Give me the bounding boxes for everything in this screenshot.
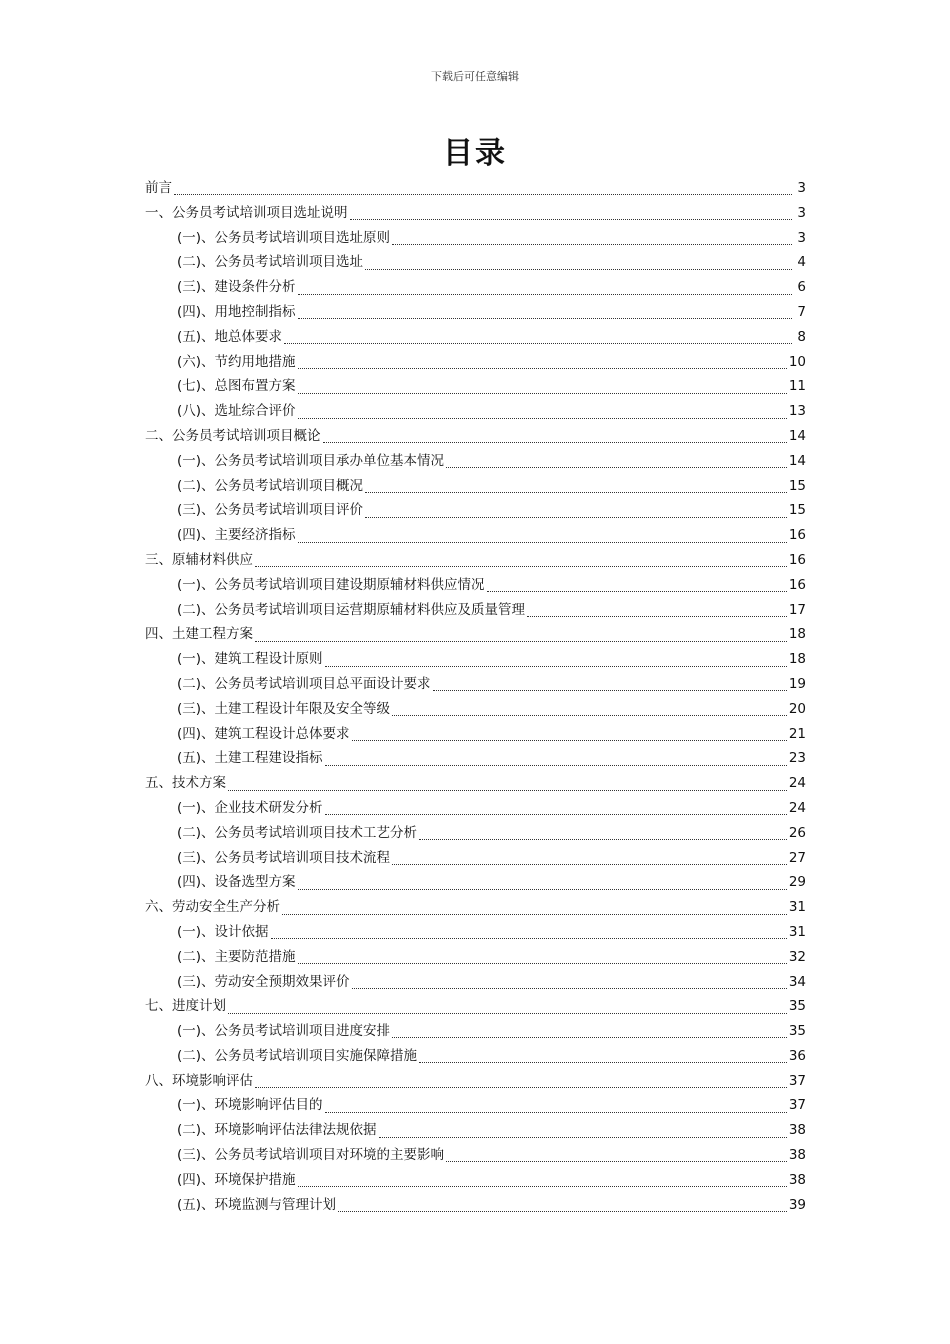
toc-entry-page: 32 [788,948,806,965]
toc-entry-page: 34 [788,973,806,990]
toc-entry[interactable] [145,523,806,548]
toc-entry-title: (四)、用地控制指标 [177,303,296,320]
table-of-contents [145,176,806,1217]
toc-entry-title: (一)、环境影响评估目的 [177,1097,323,1114]
toc-entry[interactable] [145,1044,806,1069]
toc-entry-page: 35 [788,1023,806,1040]
toc-entry[interactable] [145,598,806,623]
toc-leader-dots [271,937,787,939]
toc-entry-page: 26 [788,824,806,841]
toc-entry[interactable] [145,895,806,920]
toc-entry-title: (五)、地总体要求 [177,328,283,345]
toc-entry[interactable] [145,449,806,474]
toc-entry[interactable] [145,498,806,523]
toc-entry[interactable] [145,622,806,647]
toc-entry-page: 37 [788,1097,806,1114]
toc-entry-page: 23 [788,750,806,767]
toc-entry-page: 36 [788,1047,806,1064]
toc-entry-title: 前言 [145,180,172,196]
toc-leader-dots [350,218,793,220]
toc-entry[interactable] [145,1193,806,1218]
toc-entry-title: (二)、环境影响评估法律法规依据 [177,1122,377,1139]
toc-leader-dots [298,1185,787,1187]
toc-entry-page: 3 [797,180,806,196]
toc-entry[interactable] [145,821,806,846]
toc-leader-dots [325,813,787,815]
toc-entry-page: 6 [797,279,806,296]
toc-leader-dots [392,863,787,865]
page-title: 目录 [443,136,507,171]
toc-leader-dots [352,987,787,989]
toc-entry-title: (三)、公务员考试培训项目对环境的主要影响 [177,1147,445,1164]
toc-leader-dots [323,441,787,443]
toc-entry-title: (二)、公务员考试培训项目选址 [177,254,364,271]
toc-entry-page: 14 [788,452,806,469]
toc-entry-page: 14 [788,427,806,444]
toc-leader-dots [298,367,787,369]
toc-entry[interactable] [145,325,806,350]
toc-entry-title: (一)、企业技术研发分析 [177,799,323,816]
toc-leader-dots [419,1061,787,1063]
toc-entry-title: (二)、公务员考试培训项目运营期原辅材料供应及质量管理 [177,601,526,618]
toc-entry[interactable] [145,722,806,747]
toc-entry[interactable] [145,1069,806,1094]
toc-entry-title: 四、土建工程方案 [145,626,253,643]
toc-entry-page: 27 [788,849,806,866]
toc-leader-dots [255,565,787,567]
toc-leader-dots [325,1111,787,1113]
toc-entry-page: 18 [788,651,806,668]
toc-entry-page: 16 [788,576,806,593]
toc-entry-title: (四)、主要经济指标 [177,527,296,544]
toc-entry[interactable] [145,994,806,1019]
toc-entry-title: (一)、公务员考试培训项目承办单位基本情况 [177,452,445,469]
toc-entry[interactable] [145,548,806,573]
toc-entry-page: 38 [788,1147,806,1164]
toc-entry-page: 39 [788,1196,806,1213]
toc-leader-dots [298,417,787,419]
toc-entry-page: 8 [797,328,806,345]
toc-entry-title: (六)、节约用地措施 [177,353,296,370]
toc-entry-title: (二)、主要防范措施 [177,948,296,965]
toc-leader-dots [392,714,787,716]
toc-entry-title: 八、环境影响评估 [145,1072,253,1089]
toc-entry[interactable] [145,1019,806,1044]
toc-entry-page: 4 [797,254,806,271]
toc-entry-title: (二)、公务员考试培训项目实施保障措施 [177,1047,418,1064]
toc-entry[interactable] [145,424,806,449]
page-header: 下载后可任意编辑 [431,70,519,83]
toc-entry-page: 15 [788,502,806,519]
toc-entry[interactable] [145,250,806,275]
toc-entry-page: 21 [788,725,806,742]
toc-leader-dots [446,466,787,468]
toc-entry-title: (四)、设备选型方案 [177,874,296,891]
toc-leader-dots [338,1210,787,1212]
toc-entry-title: 二、公务员考试培训项目概论 [145,427,321,444]
toc-entry[interactable] [145,275,806,300]
toc-leader-dots [298,888,787,890]
toc-entry-page: 38 [788,1171,806,1188]
toc-entry-title: (三)、劳动安全预期效果评价 [177,973,350,990]
toc-entry-page: 7 [797,303,806,320]
toc-entry-title: 一、公务员考试培训项目选址说明 [145,204,348,221]
toc-entry[interactable] [145,300,806,325]
toc-entry[interactable] [145,1143,806,1168]
toc-entry[interactable] [145,399,806,424]
toc-entry-page: 13 [788,403,806,420]
toc-entry-title: (二)、公务员考试培训项目技术工艺分析 [177,824,418,841]
toc-leader-dots [352,739,787,741]
toc-leader-dots [255,1086,787,1088]
toc-entry-title: (八)、选址综合评价 [177,403,296,420]
toc-leader-dots [527,615,787,617]
toc-entry-page: 38 [788,1122,806,1139]
toc-entry[interactable] [145,746,806,771]
toc-entry-page: 31 [788,923,806,940]
toc-leader-dots [298,317,792,319]
toc-entry-page: 29 [788,874,806,891]
toc-entry-page: 24 [788,775,806,792]
toc-leader-dots [325,665,787,667]
toc-entry-page: 31 [788,899,806,916]
toc-entry[interactable] [145,846,806,871]
toc-entry-title: (一)、公务员考试培训项目进度安排 [177,1023,391,1040]
toc-entry-title: (五)、土建工程建设指标 [177,750,323,767]
toc-entry-title: (五)、环境监测与管理计划 [177,1196,337,1213]
toc-entry-page: 37 [788,1072,806,1089]
toc-leader-dots [228,789,787,791]
toc-leader-dots [298,392,787,394]
toc-leader-dots [487,590,787,592]
toc-entry[interactable] [145,350,806,375]
toc-entry-page: 24 [788,799,806,816]
toc-leader-dots [298,962,787,964]
toc-entry[interactable] [145,870,806,895]
toc-entry[interactable] [145,920,806,945]
toc-leader-dots [284,342,792,344]
toc-entry[interactable] [145,796,806,821]
toc-leader-dots [174,193,792,195]
toc-entry[interactable] [145,1093,806,1118]
toc-entry-title: (二)、公务员考试培训项目总平面设计要求 [177,675,431,692]
toc-leader-dots [365,491,787,493]
toc-entry-title: 三、原辅材料供应 [145,551,253,568]
toc-leader-dots [298,541,787,543]
toc-leader-dots [255,640,787,642]
toc-entry-title: 七、进度计划 [145,998,226,1015]
toc-leader-dots [365,516,787,518]
toc-leader-dots [379,1136,787,1138]
toc-entry-page: 18 [788,626,806,643]
toc-entry[interactable] [145,474,806,499]
toc-entry[interactable] [145,672,806,697]
toc-entry-title: (一)、设计依据 [177,923,269,940]
toc-entry-page: 15 [788,477,806,494]
toc-entry[interactable] [145,226,806,251]
toc-leader-dots [433,689,787,691]
toc-entry-title: (三)、公务员考试培训项目技术流程 [177,849,391,866]
toc-entry-page: 16 [788,527,806,544]
toc-entry[interactable] [145,1168,806,1193]
toc-leader-dots [365,268,792,270]
toc-entry-page: 16 [788,551,806,568]
toc-entry[interactable] [145,573,806,598]
toc-entry-title: (一)、公务员考试培训项目建设期原辅材料供应情况 [177,576,485,593]
toc-entry[interactable] [145,945,806,970]
toc-leader-dots [392,1036,787,1038]
toc-entry[interactable] [145,771,806,796]
toc-entry-title: (四)、环境保护措施 [177,1171,296,1188]
toc-leader-dots [446,1160,787,1162]
toc-entry-title: (三)、建设条件分析 [177,279,296,296]
toc-entry-title: 五、技术方案 [145,775,226,792]
toc-entry-page: 10 [788,353,806,370]
toc-entry[interactable] [145,647,806,672]
toc-entry-title: (三)、土建工程设计年限及安全等级 [177,700,391,717]
toc-leader-dots [228,1012,787,1014]
toc-entry-page: 20 [788,700,806,717]
toc-entry[interactable] [145,697,806,722]
toc-entry-title: (一)、公务员考试培训项目选址原则 [177,229,391,246]
toc-entry-title: (七)、总图布置方案 [177,378,296,395]
toc-entry-page: 19 [788,675,806,692]
toc-entry-title: (一)、建筑工程设计原则 [177,651,323,668]
toc-entry-title: (三)、公务员考试培训项目评价 [177,502,364,519]
toc-leader-dots [282,913,787,915]
toc-leader-dots [392,243,792,245]
toc-entry-title: (二)、公务员考试培训项目概况 [177,477,364,494]
toc-entry-title: (四)、建筑工程设计总体要求 [177,725,350,742]
toc-entry-page: 3 [797,204,806,221]
toc-entry[interactable] [145,201,806,226]
toc-entry[interactable] [145,1118,806,1143]
toc-entry-page: 3 [797,229,806,246]
toc-entry[interactable] [145,176,806,201]
toc-leader-dots [325,764,787,766]
toc-entry[interactable] [145,374,806,399]
toc-entry-page: 35 [788,998,806,1015]
toc-entry-title: 六、劳动安全生产分析 [145,899,280,916]
toc-entry-page: 17 [788,601,806,618]
toc-leader-dots [298,293,792,295]
toc-leader-dots [419,838,787,840]
toc-entry[interactable] [145,970,806,995]
toc-entry-page: 11 [788,378,806,395]
